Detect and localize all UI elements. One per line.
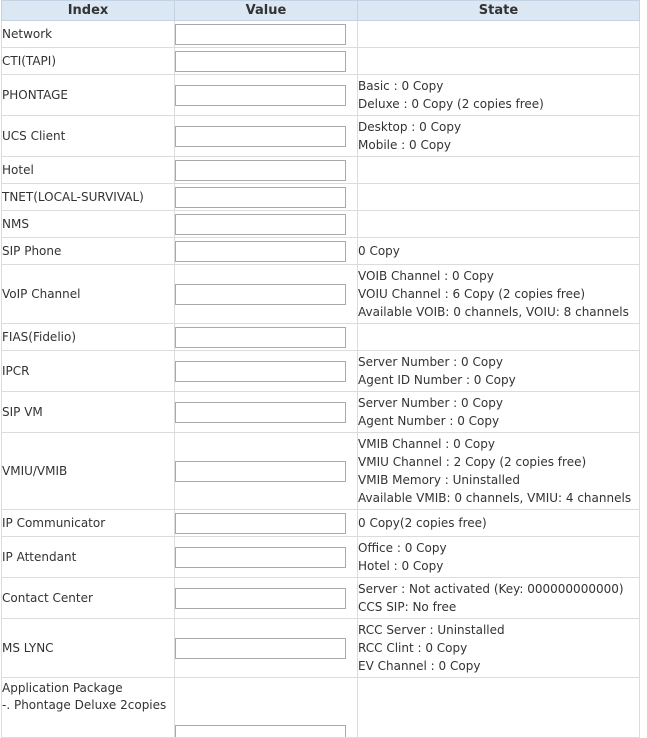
value-cell — [175, 238, 358, 265]
table-row — [2, 265, 640, 324]
index-label: TNET(LOCAL-SURVIVAL) — [2, 189, 144, 204]
value-input[interactable] — [175, 588, 346, 609]
index-cell — [2, 619, 175, 678]
state-line: Office : 0 Copy — [358, 541, 447, 555]
value-input[interactable] — [175, 725, 346, 737]
state-line: Available VOIB: 0 channels, VOIU: 8 channels — [358, 305, 629, 319]
value-cell — [175, 21, 358, 48]
index-cell — [2, 116, 175, 157]
index-cell — [2, 392, 175, 433]
state-line: Available VMIB: 0 channels, VMIU: 4 channels — [358, 491, 632, 505]
table-row — [2, 324, 640, 351]
state-cell — [358, 510, 640, 537]
index-label: IP Attendant — [2, 549, 77, 564]
index-label: FIAS(Fidelio) — [2, 329, 77, 344]
value-cell — [175, 157, 358, 184]
table-row — [2, 678, 640, 738]
table-row — [2, 351, 640, 392]
value-cell — [175, 48, 358, 75]
table-row — [2, 184, 640, 211]
state-cell — [358, 21, 640, 48]
state-line: RCC Clint : 0 Copy — [358, 641, 468, 655]
table-row — [2, 619, 640, 678]
state-line: Agent ID Number : 0 Copy — [358, 373, 516, 387]
index-cell — [2, 211, 175, 238]
index-cell — [2, 678, 175, 738]
table-row — [2, 116, 640, 157]
value-input[interactable] — [175, 461, 346, 482]
state-line: Hotel : 0 Copy — [358, 559, 444, 573]
index-cell — [2, 510, 175, 537]
value-column-header: Value — [175, 1, 358, 21]
value-cell — [175, 537, 358, 578]
value-cell — [175, 351, 358, 392]
state-cell — [358, 578, 640, 619]
table-row — [2, 211, 640, 238]
value-input[interactable] — [175, 547, 346, 568]
value-cell — [175, 678, 358, 738]
index-cell — [2, 184, 175, 211]
value-input[interactable] — [175, 241, 346, 262]
value-cell — [175, 510, 358, 537]
value-input[interactable] — [175, 513, 346, 534]
table-row — [2, 48, 640, 75]
index-cell — [2, 265, 175, 324]
state-line: VMIB Channel : 0 Copy — [358, 437, 495, 451]
state-line: VMIB Memory : Uninstalled — [358, 473, 520, 487]
index-label: PHONTAGE — [2, 87, 68, 102]
state-line: 0 Copy — [358, 244, 400, 258]
table-row — [2, 238, 640, 265]
value-input[interactable] — [175, 214, 346, 235]
index-cell — [2, 21, 175, 48]
index-column-header: Index — [2, 1, 175, 21]
value-input[interactable] — [175, 327, 346, 348]
state-cell — [358, 619, 640, 678]
index-label: SIP Phone — [2, 243, 62, 258]
value-cell — [175, 211, 358, 238]
value-cell — [175, 184, 358, 211]
state-cell — [358, 537, 640, 578]
index-label: -. Phontage Deluxe 2copies — [2, 698, 167, 712]
value-input[interactable] — [175, 402, 346, 423]
state-column-header: State — [358, 1, 640, 21]
index-label: CTI(TAPI) — [2, 53, 56, 68]
index-label: Contact Center — [2, 590, 93, 605]
index-label: Application Package — [2, 681, 123, 695]
index-cell — [2, 351, 175, 392]
index-cell — [2, 157, 175, 184]
value-cell — [175, 433, 358, 510]
value-input[interactable] — [175, 284, 346, 305]
state-cell — [358, 48, 640, 75]
value-input[interactable] — [175, 361, 346, 382]
index-cell — [2, 324, 175, 351]
state-line: Server Number : 0 Copy — [358, 396, 503, 410]
state-cell — [358, 116, 640, 157]
state-cell — [358, 324, 640, 351]
state-line: Agent Number : 0 Copy — [358, 414, 500, 428]
index-label: VoIP Channel — [2, 286, 81, 301]
state-cell — [358, 265, 640, 324]
index-cell — [2, 433, 175, 510]
value-cell — [175, 392, 358, 433]
index-label: NMS — [2, 216, 29, 231]
license-table — [1, 0, 640, 738]
state-cell — [358, 75, 640, 116]
state-cell — [358, 238, 640, 265]
index-label: UCS Client — [2, 128, 66, 143]
state-cell — [358, 211, 640, 238]
state-cell — [358, 678, 640, 738]
value-input[interactable] — [175, 638, 346, 659]
table-row — [2, 433, 640, 510]
state-cell — [358, 392, 640, 433]
state-line: Server : Not activated (Key: 000000000000) — [358, 582, 624, 596]
state-line: VOIB Channel : 0 Copy — [358, 269, 494, 283]
index-cell — [2, 537, 175, 578]
state-line: Server Number : 0 Copy — [358, 355, 503, 369]
table-row — [2, 75, 640, 116]
index-cell — [2, 578, 175, 619]
table-row — [2, 392, 640, 433]
value-input[interactable] — [175, 24, 346, 45]
value-input[interactable] — [175, 160, 346, 181]
index-cell — [2, 48, 175, 75]
state-line: VOIU Channel : 6 Copy (2 copies free) — [358, 287, 586, 301]
state-line: CCS SIP: No free — [358, 600, 457, 614]
table-row — [2, 157, 640, 184]
index-label: VMIU/VMIB — [2, 463, 68, 478]
license-rows — [2, 21, 640, 738]
state-line: Basic : 0 Copy — [358, 79, 444, 93]
state-line: VMIU Channel : 2 Copy (2 copies free) — [358, 455, 587, 469]
value-input[interactable] — [175, 126, 346, 147]
index-cell — [2, 238, 175, 265]
value-cell — [175, 265, 358, 324]
value-cell — [175, 324, 358, 351]
table-row — [2, 21, 640, 48]
index-cell — [2, 75, 175, 116]
value-input[interactable] — [175, 85, 346, 106]
state-cell — [358, 433, 640, 510]
header-row — [2, 1, 640, 21]
state-cell — [358, 184, 640, 211]
state-line: 0 Copy(2 copies free) — [358, 516, 487, 530]
index-label: IP Communicator — [2, 515, 106, 530]
table-row — [2, 578, 640, 619]
state-line: Deluxe : 0 Copy (2 copies free) — [358, 97, 544, 111]
index-label: IPCR — [2, 363, 30, 378]
state-line: EV Channel : 0 Copy — [358, 659, 481, 673]
state-line: Desktop : 0 Copy — [358, 120, 462, 134]
state-line: Mobile : 0 Copy — [358, 138, 451, 152]
value-cell — [175, 578, 358, 619]
index-label: Network — [2, 26, 53, 41]
value-input[interactable] — [175, 51, 346, 72]
index-label: MS LYNC — [2, 640, 54, 655]
state-cell — [358, 157, 640, 184]
value-cell — [175, 116, 358, 157]
table-row — [2, 510, 640, 537]
state-cell — [358, 351, 640, 392]
value-input[interactable] — [175, 187, 346, 208]
index-label: Hotel — [2, 162, 34, 177]
table-row — [2, 537, 640, 578]
value-cell — [175, 75, 358, 116]
index-label: SIP VM — [2, 404, 43, 419]
state-line: RCC Server : Uninstalled — [358, 623, 505, 637]
value-cell — [175, 619, 358, 678]
